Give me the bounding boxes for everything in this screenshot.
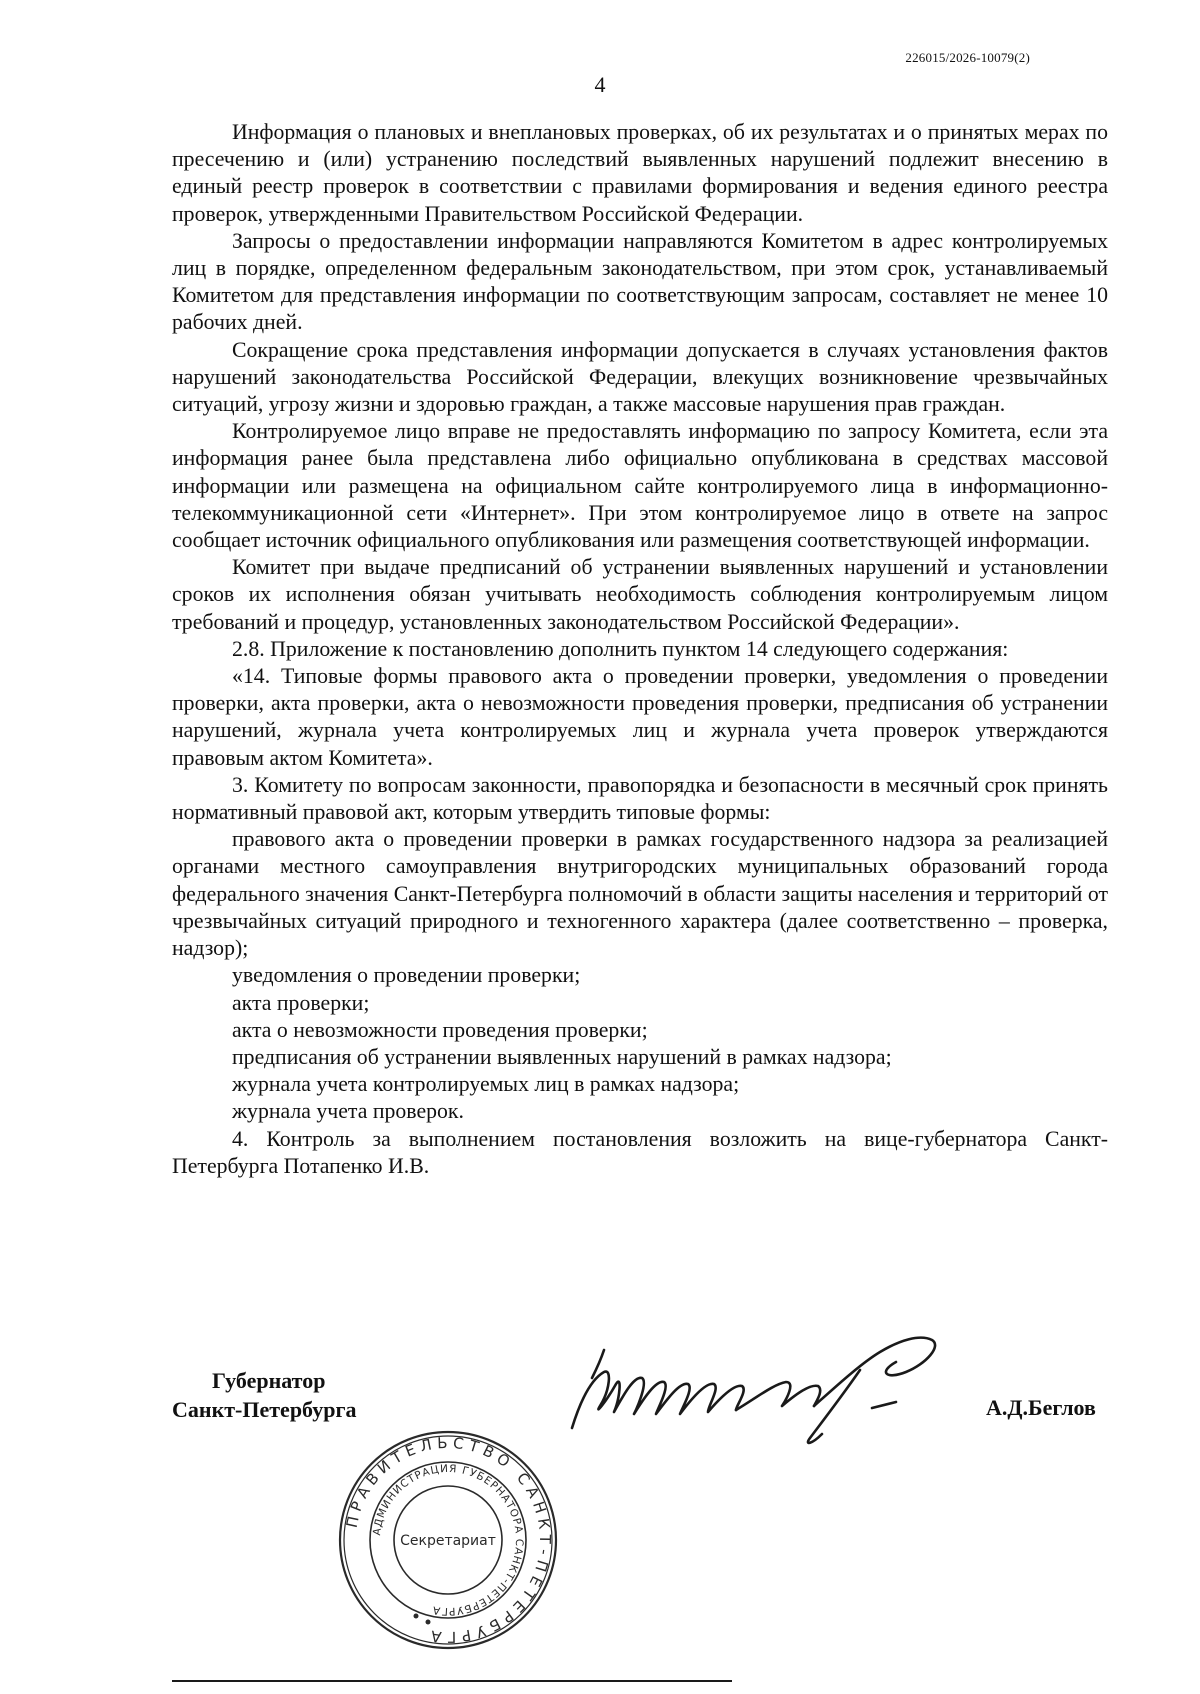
paragraph: Запросы о предоставлении информации направляются Комитетом в адрес контролируемых лиц в порядке, определенном федеральным законодательством, при этом срок, устанавливаемый Комитетом для представления информации по соответствующим запросам, составляет не менее 10 рабочих дней. bbox=[172, 228, 1108, 335]
signatory-title-line1: Губернатор bbox=[212, 1368, 326, 1393]
paragraph: 3. Комитету по вопросам законности, правопорядка и безопасности в месячный срок принять нормативный правовой акт, которым утвердить типовые формы: bbox=[172, 772, 1108, 825]
paragraph: Информация о плановых и внеплановых проверках, об их результатах и о принятых мерах по пресечению и (или) устранению последствий выявленных нарушений подлежит внесению в единый реестр проверок в соответствии с правилами формирования и ведения единого реестра проверок, утвержденными Правительством Российской Федерации. bbox=[172, 120, 1108, 226]
seal-outer-text: ПРАВИТЕЛЬСТВО САНКТ-ПЕТЕРБУРГА bbox=[342, 1433, 555, 1647]
paragraph: Сокращение срока представления информации допускается в случаях установления фактов нарушений законодательства Российской Федерации, влекущих возникновение чрезвычайных ситуаций, угрозу жизни и здоровью граждан, а также массовые нарушения прав граждан. bbox=[172, 337, 1108, 417]
list-item: акта проверки; bbox=[232, 990, 370, 1015]
seal-inner-text: АДМИНИСТРАЦИЯ ГУБЕРНАТОРА САНКТ-ПЕТЕРБУРГА bbox=[371, 1462, 526, 1618]
list-item: предписания об устранении выявленных нарушений в рамках надзора; bbox=[232, 1044, 892, 1069]
seal-center-text: Секретариат bbox=[400, 1533, 496, 1549]
handwritten-signature bbox=[560, 1310, 1000, 1450]
paragraph: правового акта о проведении проверки в рамках государственного надзора за реализацией органами местного самоуправления внутригородских муниципальных образований города федерального значения Санкт-Петербурга полномочий в области защиты населения и территорий от чрезвычайных ситуаций природного и техногенного характера (далее соответственно – проверка, надзор); bbox=[172, 827, 1108, 961]
list-item: журнала учета проверок. bbox=[232, 1099, 464, 1124]
list-item: акта о невозможности проведения проверки; bbox=[232, 1017, 648, 1042]
list-item: уведомления о проведении проверки; bbox=[232, 963, 581, 988]
signatory-title bbox=[172, 1366, 356, 1424]
page-number: 4 bbox=[594, 72, 606, 97]
paragraph: «14. Типовые формы правового акта о проведении проверки, уведомления о проведении проверки, акта проверки, акта о невозможности проведения проверки, предписания об устранении нарушений, журнала учета контролируемых лиц и журнала учета проверок утверждаются правовым актом Комитета». bbox=[172, 664, 1108, 770]
paragraph: 4. Контроль за выполнением постановления возложить на вице-губернатора Санкт-Петербурга Потапенко И.В. bbox=[172, 1126, 1108, 1178]
official-seal bbox=[336, 1428, 560, 1652]
paragraph: Контролируемое лицо вправе не предоставлять информацию по запросу Комитета, если эта информация ранее была представлена либо официально опубликована в средствах массовой информации или размещена на официальном сайте контролируемого лица в информационно-телекоммуникационной сети «Интернет». При этом контролируемое лицо в ответе на запрос сообщает источник официального опубликования или размещения соответствующей информации. bbox=[172, 419, 1108, 553]
signatory-name: А.Д.Беглов bbox=[986, 1395, 1096, 1420]
signatory-title-line2: Санкт-Петербурга bbox=[172, 1397, 357, 1422]
document-registration-number: 226015/2026-10079(2) bbox=[905, 50, 1030, 65]
paragraph: Комитет при выдаче предписаний об устранении выявленных нарушений и установлении сроков их исполнения обязан учитывать необходимость соблюдения контролируемым лицом требований и процедур, установленных законодательством Российской Федерации». bbox=[172, 555, 1108, 634]
page-bottom-rule bbox=[172, 1680, 732, 1682]
document-body bbox=[172, 119, 1108, 1180]
list-item: журнала учета контролируемых лиц в рамках надзора; bbox=[232, 1072, 740, 1097]
paragraph: 2.8. Приложение к постановлению дополнить пунктом 14 следующего содержания: bbox=[232, 636, 1009, 661]
